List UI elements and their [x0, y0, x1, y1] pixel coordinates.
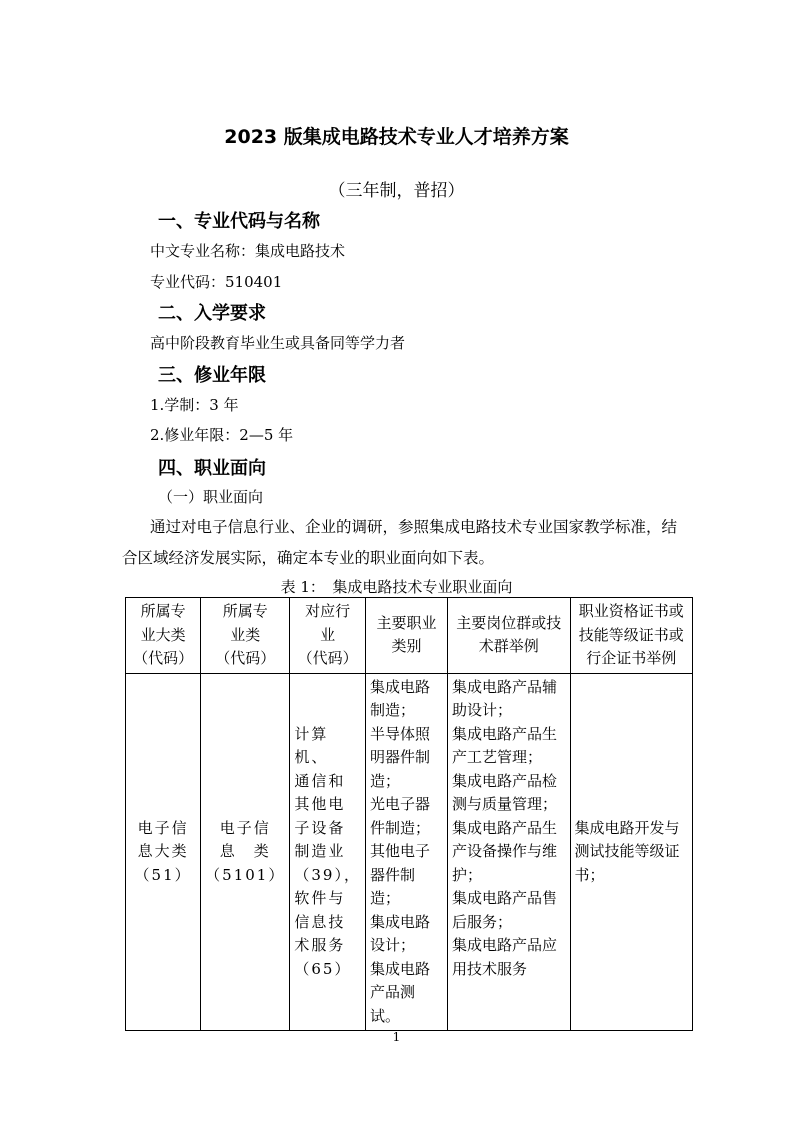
table-cell: 集成电路开发与 测试技能等级证 书； — [570, 673, 693, 1031]
header-cell: 所属专 业类 （代码） — [201, 598, 290, 674]
major-name-line: 中文专业名称：集成电路技术 — [150, 242, 346, 260]
table-row — [126, 673, 693, 1031]
page-number: 1 — [392, 1030, 401, 1044]
table-cell: 电子信 息 类 （5101） — [201, 673, 290, 1031]
header-cell: 职业资格证书或 技能等级证书或 行企证书举例 — [570, 598, 693, 674]
section-heading-3: 三、修业年限 — [158, 365, 266, 386]
table-header-row — [126, 598, 693, 674]
table-cell: 电子信 息大类 （51） — [126, 673, 201, 1031]
header-cell: 对应行 业 （代码） — [290, 598, 366, 674]
paragraph-line-1: 通过对电子信息行业、企业的调研，参照集成电路技术专业国家教学标准，结 — [150, 518, 678, 536]
duration-line-2: 2.修业年限：2—5 年 — [150, 426, 294, 444]
section-heading-4: 四、职业面向 — [158, 458, 266, 479]
header-cell: 主要岗位群或技 术群举例 — [448, 598, 570, 674]
table-cell: 集成电路产品辅 助设计； 集成电路产品生 产工艺管理； 集成电路产品检 测与质量管理； 集成电路产品生 产设备操作与维 护； 集成电路产品售 后服务； 集成电路产品应 用技术服务 — [448, 673, 570, 1031]
duration-line-1: 1.学制：3 年 — [150, 396, 239, 414]
paragraph-line-2: 合区域经济发展实际，确定本专业的职业面向如下表。 — [122, 549, 495, 567]
document-subtitle: （三年制，普招） — [328, 181, 465, 201]
table-caption: 表 1： 集成电路技术专业职业面向 — [280, 578, 513, 596]
table-cell: 计算机、 通信和 其他电 子设备 制造业 （39）， 软件与 信息技 术服务 （65） — [290, 673, 366, 1031]
header-cell: 所属专 业大类 （代码） — [126, 598, 201, 674]
table-cell: 集成电路 制造； 半导体照 明器件制 造； 光电子器 件制造； 其他电子 器件制造； 集成电路 设计； 集成电路 产品测试。 — [365, 673, 447, 1031]
admission-line: 高中阶段教育毕业生或具备同等学力者 — [150, 334, 406, 352]
career-table — [125, 597, 693, 1031]
major-code-line: 专业代码：510401 — [150, 273, 283, 291]
section-heading-2: 二、入学要求 — [158, 303, 266, 324]
subsection-heading: （一）职业面向 — [158, 488, 264, 506]
header-cell: 主要职业 类别 — [365, 598, 447, 674]
section-heading-1: 一、专业代码与名称 — [158, 211, 320, 232]
document-title: 2023 版集成电路技术专业人才培养方案 — [224, 126, 569, 148]
